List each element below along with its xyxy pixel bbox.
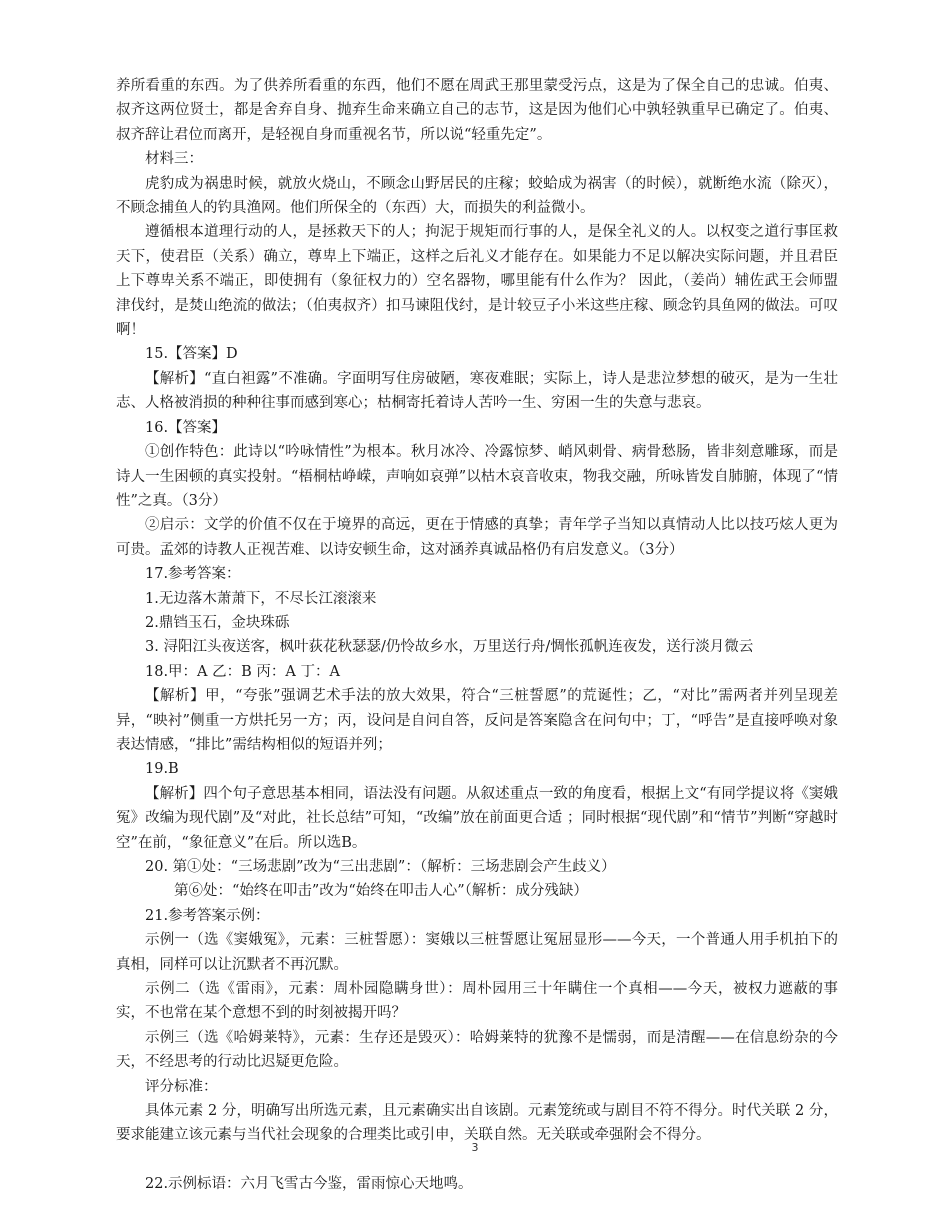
paragraph: 评分标准： bbox=[145, 1078, 218, 1095]
document-body bbox=[116, 74, 838, 1196]
paragraph: 2.鼎铛玉石，金块珠砾 bbox=[145, 614, 290, 631]
paragraph: 19.B bbox=[145, 761, 179, 778]
paragraph: 示例一（选《窦娥冤》，元素：三桩誓愿）：窦娥以三桩誓愿让冤屈显形——今天，一个普通人用手机拍下的真相，同样可以让沉默者不再沉默。 bbox=[116, 932, 838, 973]
paragraph: 材料三： bbox=[145, 151, 203, 168]
paragraph: 遵循根本道理行动的人，是拯救天下的人；拘泥于规矩而行事的人，是保全礼义的人。以权变之道行事匡救天下，使君臣（关系）确立，尊卑上下端正，这样之后礼义才能存在。如果能力不足以解决实际问题，并且君臣上下尊卑关系不端正，即使拥有（象征权力的）空名器物，哪里能有什么作为？ 因此，（姜尚）辅佐武王会师盟津伐纣，是焚山绝流的做法；（伯夷叔齐）扣马谏阻伐纣，是计较豆子小米这些庄稼、顾念钓具鱼网的做法。可叹啊！ bbox=[116, 224, 838, 339]
paragraph: 16.【答案】 bbox=[145, 419, 227, 436]
paragraph: ②启示：文学的价值不仅在于境界的高远，更在于情感的真挚；青年学子当知以真情动人比以技巧炫人更为可贵。孟郊的诗教人正视苦难、以诗安顿生命，这对涵养真诚品格仍有启发意义。（3分） bbox=[116, 517, 838, 558]
paragraph: 【解析】“直白袒露”不准确。字面明写住房破陋，寒夜难眠；实际上，诗人是悲泣梦想的破灭，是为一生壮志、人格被消损的种种往事而感到寒心；枯桐寄托着诗人苦吟一生、穷困一生的失意与悲哀。 bbox=[116, 370, 838, 412]
paragraph: 1.无边落木萧萧下，不尽长江滚滚来 bbox=[145, 590, 377, 607]
paragraph: 第⑥处：“始终在叩击”改为“始终在叩击人心”（解析：成分残缺） bbox=[174, 883, 588, 900]
paragraph: ①创作特色：此诗以“吟咏情性”为根本。秋月冰冷、冷露惊梦、峭风刺骨、病骨愁肠，皆非刻意雕琢，而是诗人一生困顿的真实投射。“梧桐枯峥嵘，声响如哀弹”以枯木哀音收束，物我交融，所咏皆发自肺腑，体现了“情性”之真。（3分） bbox=[116, 444, 838, 509]
paragraph: 20. 第①处：“三场悲剧”改为“三出悲剧”：（解析：三场悲剧会产生歧义） bbox=[145, 859, 616, 875]
paragraph: 具体元素 2 分，明确写出所选元素，且元素确实出自该剧。元素笼统或与剧目不符不得分。时代关联 2 分，要求能建立该元素与当代社会现象的合理类比或引申，关联自然。无关联或牵强附会不得分。 bbox=[116, 1103, 838, 1144]
paragraph: 示例三（选《哈姆莱特》，元素：生存还是毁灭）：哈姆莱特的犹豫不是懦弱，而是清醒——在信息纷杂的今天，不经思考的行动比迟疑更危险。 bbox=[116, 1029, 838, 1071]
paragraph: 养所看重的东西。为了供养所看重的东西，他们不愿在周武王那里蒙受污点，这是为了保全自己的忠诚。伯夷、叔齐这两位贤士，都是舍弃自身、抛弃生命来确立自己的志节，这是因为他们心中孰轻孰重早已确定了。伯夷、叔齐辞让君位而离开，是轻视自身而重视名节，所以说“轻重先定”。 bbox=[116, 78, 838, 143]
paragraph: 示例二（选《雷雨》，元素：周朴园隐瞒身世）：周朴园用三十年瞒住一个真相——今天，被权力遮蔽的事实，不也常在某个意想不到的时刻被揭开吗？ bbox=[116, 981, 838, 1022]
paragraph: 22.示例标语：六月飞雪古今鉴，雷雨惊心天地鸣。 bbox=[145, 1175, 473, 1192]
paragraph: 21.参考答案示例： bbox=[145, 907, 270, 924]
paragraph: 【解析】四个句子意思基本相同，语法没有问题。从叙述重点一致的角度看，根据上文“有同学提议将《窦娥冤》改编为现代剧”及“对此，社长总结”可知，“改编”放在前面更合适 ；同时根据“现代剧”和“情节”判断“穿越时空”在前，“象征意义”在后。所以选B。 bbox=[116, 785, 838, 851]
paragraph: 【解析】甲，“夸张”强调艺术手法的放大效果，符合“三桩誓愿”的荒诞性；乙，“对比”需两者并列呈现差异，“映衬”侧重一方烘托另一方；丙，设问是自问自答，反问是答案隐含在问句中；丁，“呼告”是直接呼唤对象表达情感，“排比”需结构相似的短语并列； bbox=[116, 688, 838, 753]
paragraph: 3. 浔阳江头夜送客，枫叶荻花秋瑟瑟/仍怜故乡水，万里送行舟/惆怅孤帆连夜发，送行淡月微云 bbox=[145, 639, 754, 656]
paragraph: 18.甲：A 乙：B 丙：A 丁：A bbox=[145, 663, 340, 680]
paragraph: 虎豹成为祸患时候，就放火烧山，不顾念山野居民的庄稼；蛟蛤成为祸害（的时候），就断绝水流（除灭），不顾念捕鱼人的钓具渔网。他们所保全的（东西）大，而损失的利益微小。 bbox=[116, 175, 838, 217]
page-number: 3 bbox=[471, 1141, 479, 1154]
paragraph: 15.【答案】D bbox=[145, 346, 238, 363]
paragraph: 17.参考答案： bbox=[145, 566, 241, 583]
